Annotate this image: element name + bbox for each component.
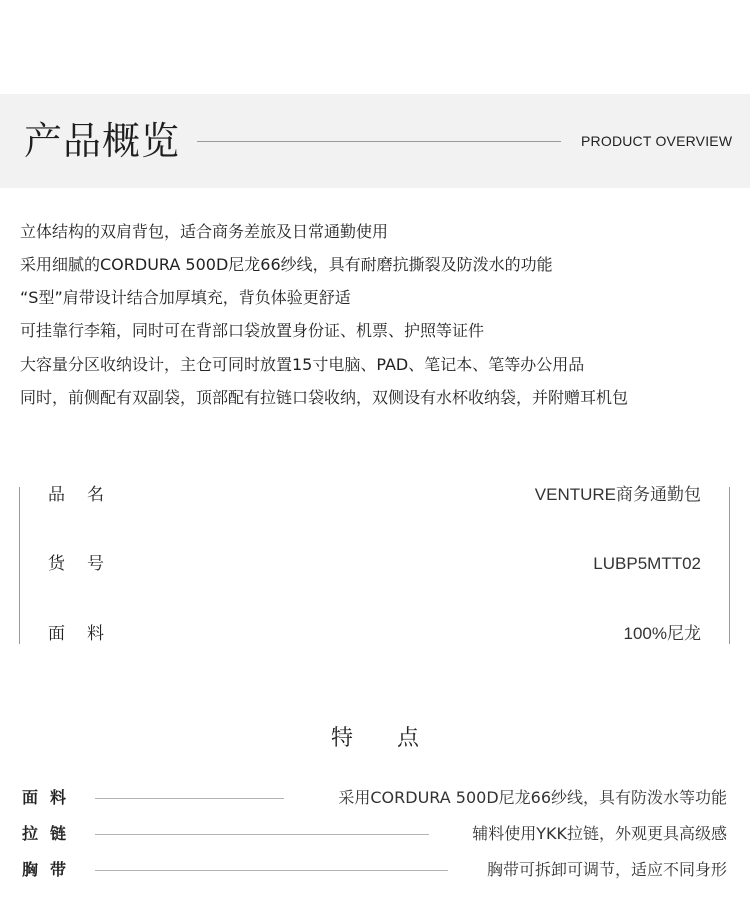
overview-divider xyxy=(197,141,561,142)
description-line: 采用细腻的CORDURA 500D尼龙66纱线，具有耐磨抗撕裂及防泼水的功能 xyxy=(20,255,553,274)
spec-label-material: 面料 xyxy=(48,624,126,644)
feature-value-chest-strap: 胸带可拆卸可调节，适应不同身形 xyxy=(486,860,727,879)
description-line: 同时，前侧配有双副袋，顶部配有拉链口袋收纳，双侧设有水杯收纳袋，并附赠耳机包 xyxy=(20,388,629,407)
overview-subtitle: PRODUCT OVERVIEW xyxy=(581,133,733,149)
spec-value-material: 100%尼龙 xyxy=(623,624,701,643)
feature-label-zipper: 拉链 xyxy=(22,824,79,843)
spec-table-left-border xyxy=(19,487,20,644)
spec-label-name: 品名 xyxy=(48,485,126,505)
description-line: 大容量分区收纳设计，主仓可同时放置15寸电脑、PAD、笔记本、笔等办公用品 xyxy=(20,355,585,374)
spec-label-sku: 货号 xyxy=(48,554,126,574)
feature-label-material: 面料 xyxy=(22,788,79,807)
spec-value-name: VENTURE商务通勤包 xyxy=(534,485,701,504)
feature-divider xyxy=(95,870,448,871)
description-line: 立体结构的双肩背包，适合商务差旅及日常通勤使用 xyxy=(20,222,389,241)
feature-label-chest-strap: 胸带 xyxy=(22,860,79,879)
features-title: 特点 xyxy=(330,726,463,751)
description-line: “S型”肩带设计结合加厚填充，背负体验更舒适 xyxy=(20,288,351,307)
feature-divider xyxy=(95,798,284,799)
description-line: 可挂靠行李箱，同时可在背部口袋放置身份证、机票、护照等证件 xyxy=(20,321,485,340)
feature-value-zipper: 辅料使用YKK拉链，外观更具高级感 xyxy=(472,824,727,843)
feature-divider xyxy=(95,834,429,835)
feature-value-material: 采用CORDURA 500D尼龙66纱线，具有防泼水等功能 xyxy=(338,788,727,807)
overview-title: 产品概览 xyxy=(24,119,181,163)
spec-table-right-border xyxy=(729,487,730,644)
spec-value-sku: LUBP5MTT02 xyxy=(593,554,701,573)
